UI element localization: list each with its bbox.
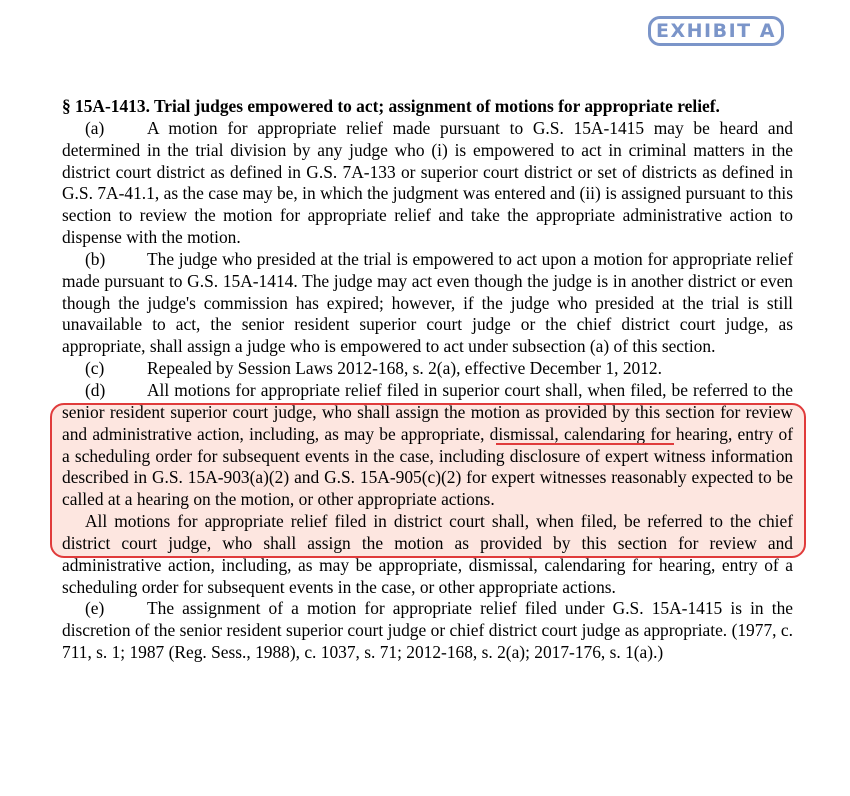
exhibit-stamp: EXHIBIT A [648, 16, 784, 46]
paragraph-d [62, 380, 793, 511]
statute-document [62, 96, 793, 664]
paragraph-text: The assignment of a motion for appropriate relief filed under G.S. 15A-1415 is in the discretion of the senior resident superior court judge or chief district court judge as appropriate. (1977, c. 711, s. 1; 1987 (Reg. Sess., 1988), c. 1037, s. 71; 2012-168, s. 2(a); 2017-176, s. 1(a).) [62, 598, 793, 663]
paragraph-a [62, 118, 793, 249]
paragraph-label: (b) [85, 248, 106, 269]
section-heading: § 15A-1413. Trial judges empowered to act; assignment of motions for appropriate relief. [62, 96, 720, 116]
underline-shall-assign-the-motion [496, 443, 674, 445]
paragraph-label: (e) [85, 598, 105, 619]
paragraph-e [62, 598, 793, 664]
paragraph-text: Repealed by Session Laws 2012-168, s. 2(a), effective December 1, 2012. [147, 358, 662, 379]
paragraph-text: All motions for appropriate relief filed in superior court shall, when filed, be referred to the senior resident superior court judge, who shall assign the motion as provided by this section for review and administrative action, including, as may be appropriate, dismissal, calendaring for hearing, entry of a scheduling order for subsequent events in the case, including disclosure of expert witness information described in G.S. 15A-903(a)(2) and G.S. 15A-905(c)(2) for expert witnesses reasonably expected to be called at a hearing on the motion, or other appropriate actions. [62, 379, 793, 510]
paragraph-text: All motions for appropriate relief filed in district court shall, when filed, be referred to the chief district court judge, who shall assign the motion as provided by this section for review and administrative action, including, as may be appropriate, dismissal, calendaring for hearing, entry of a scheduling order for subsequent events in the case, or other appropriate actions. [62, 511, 793, 597]
paragraph-b [62, 249, 793, 358]
paragraph-c [62, 358, 793, 380]
paragraph-text: The judge who presided at the trial is empowered to act upon a motion for appropriate relief made pursuant to G.S. 15A-1414. The judge may act even though the judge is in another district or even though the judge's commission has expired; however, if the judge who presided at the trial is still unavailable to act, the senior resident superior court judge or the chief district court judge, as appropriate, shall assign a judge who is empowered to act under subsection (a) of this section. [62, 248, 793, 357]
paragraph-text: A motion for appropriate relief made pursuant to G.S. 15A-1415 may be heard and determined in the trial division by any judge who (i) is empowered to act in criminal matters in the district court district as defined in G.S. 7A-133 or superior court district or set of districts as defined in G.S. 7A-41.1, as the case may be, in which the judgment was entered and (ii) is assigned pursuant to this section to review the motion for appropriate relief and take the appropriate administrative action to dispense with the motion. [62, 117, 793, 248]
paragraph-label: (c) [85, 358, 105, 379]
paragraph-label: (d) [85, 379, 106, 400]
paragraph-label: (a) [85, 117, 105, 138]
paragraph-d-continued [62, 511, 793, 598]
